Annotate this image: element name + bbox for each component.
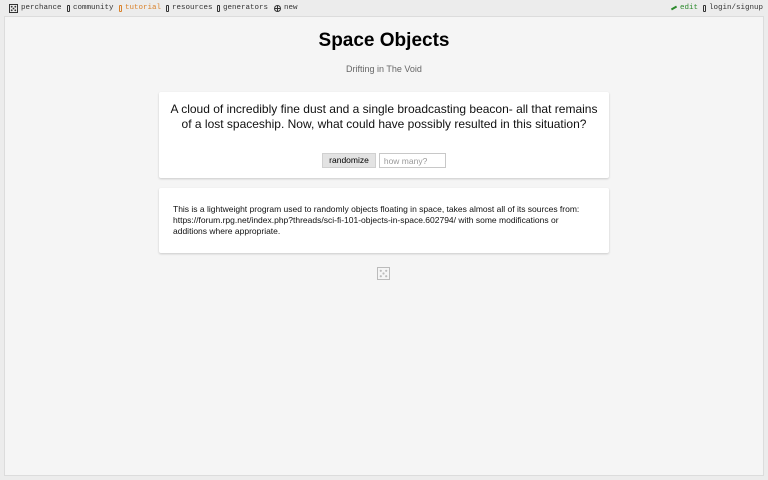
dice-logo-icon <box>9 4 18 13</box>
plus-circle-icon <box>274 5 281 12</box>
how-many-input[interactable] <box>379 153 446 168</box>
login-signup-link[interactable] <box>703 3 763 13</box>
edit-label: edit <box>680 4 699 12</box>
about-text: This is a lightweight program used to randomly objects floating in space, takes almost all of its sources from: https://forum.rpg.net/index.php?threads/sci-fi-101-objects-in-space.602794/ with some modifications or additions where appropriate. <box>173 204 580 236</box>
nav-community[interactable] <box>67 3 114 13</box>
dice-footer-icon[interactable] <box>377 267 390 280</box>
nav-tutorial-label: tutorial <box>125 4 162 12</box>
randomize-button[interactable]: randomize <box>322 153 376 168</box>
login-label: login/signup <box>709 4 764 12</box>
top-nav-bar <box>0 0 768 16</box>
generator-controls <box>159 153 609 168</box>
nav-tutorial[interactable] <box>119 3 161 13</box>
page-title: Space Objects <box>318 30 450 51</box>
nav-community-label: community <box>73 4 114 12</box>
nav-resources-label: resources <box>172 4 213 12</box>
output-card <box>159 92 609 178</box>
box-glyph-icon <box>217 5 220 12</box>
edit-link[interactable] <box>671 3 698 13</box>
perchance-home-link[interactable] <box>9 3 62 13</box>
nav-generators[interactable] <box>217 3 268 13</box>
nav-generators-label: generators <box>223 4 269 12</box>
perchance-label: perchance <box>21 4 62 12</box>
nav-new[interactable] <box>274 3 298 13</box>
about-card <box>159 188 609 253</box>
pencil-icon <box>671 6 677 11</box>
box-glyph-icon <box>166 5 169 12</box>
box-glyph-icon <box>67 5 70 12</box>
generated-result-text: A cloud of incredibly fine dust and a single broadcasting beacon- all that remains of a lost spaceship. Now, what could have possibly resulted in this situation? <box>170 102 598 131</box>
box-glyph-icon <box>119 5 122 12</box>
page-subtitle: Drifting in The Void <box>346 64 422 74</box>
nav-new-label: new <box>284 4 298 12</box>
box-glyph-icon <box>703 5 706 12</box>
nav-resources[interactable] <box>166 3 213 13</box>
